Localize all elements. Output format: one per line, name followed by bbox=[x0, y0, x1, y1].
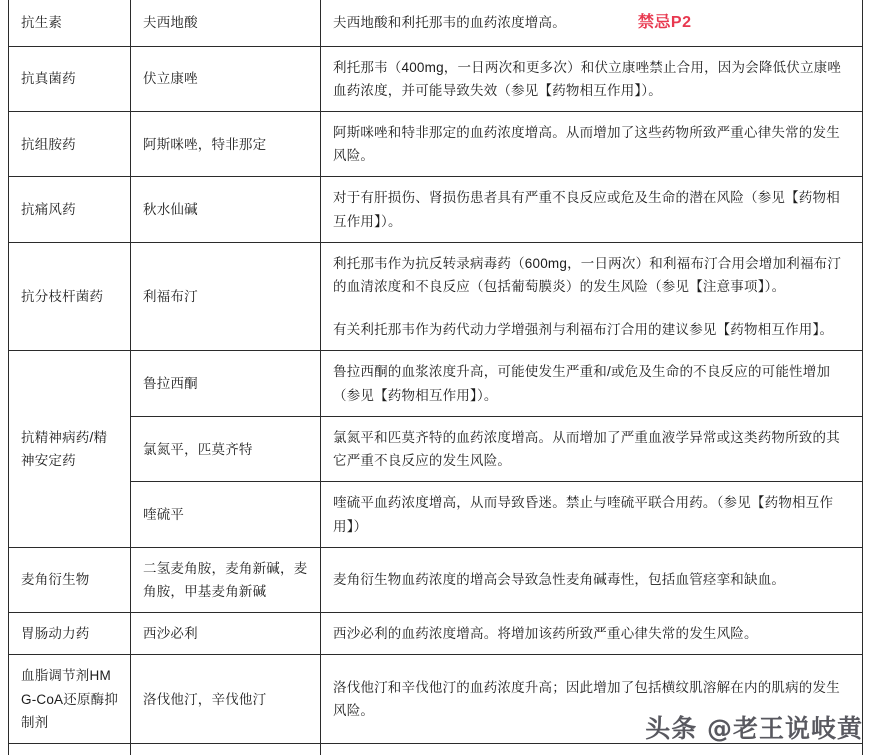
description-paragraph: 利托那韦作为抗反转录病毒药（600mg，一日两次）和利福布汀合用会增加利福布汀的血清浓度和不良反应（包括葡萄膜炎）的发生风险（参见【注意事项】）。 bbox=[333, 255, 842, 295]
description-text: 夫西地酸和利托那韦的血药浓度增高。 bbox=[333, 15, 566, 31]
drug-category-cell: 胃肠动力药 bbox=[9, 613, 131, 655]
interaction-description-cell bbox=[321, 111, 863, 176]
description-paragraph: 阿斯咪唑和特非那定的血药浓度增高。从而增加了这些药物所致严重心律失常的发生风险。 bbox=[333, 124, 840, 164]
description-paragraph: 利托那韦（400mg，一日两次和更多次）和伏立康唑禁止合用，因为会降低伏立康唑血药浓度，并可能导致失效（参见【药物相互作用】）。 bbox=[333, 59, 842, 98]
table-body bbox=[9, 0, 863, 755]
description-paragraph: 有关利托那韦作为药代动力学增强剂与利福布汀合用的建议参见【药物相互作用】。 bbox=[333, 322, 834, 338]
table-row bbox=[9, 613, 863, 655]
table-row bbox=[9, 111, 863, 176]
interaction-description-cell bbox=[321, 416, 863, 481]
table-cell-clipped bbox=[131, 744, 321, 755]
table-row bbox=[9, 655, 863, 744]
table-row bbox=[9, 351, 863, 416]
description-paragraph: 西沙必利的血药浓度增高。将增加该药所致严重心律失常的发生风险。 bbox=[333, 626, 758, 642]
drug-name-cell: 利福布汀 bbox=[131, 242, 321, 351]
table-row-clipped-bottom bbox=[9, 744, 863, 755]
drug-category-cell: 抗痛风药 bbox=[9, 177, 131, 242]
table-row bbox=[9, 0, 863, 46]
interaction-description-cell bbox=[321, 613, 863, 655]
drug-category-cell: 抗精神病药/精神安定药 bbox=[9, 351, 131, 547]
description-paragraph: 鲁拉西酮的血浆浓度升高，可能使发生严重和/或危及生命的不良反应的可能性增加（参见【药物相互作用】）。 bbox=[333, 364, 831, 403]
contraindication-badge: 禁忌P2 bbox=[637, 14, 692, 31]
drug-name-cell: 喹硫平 bbox=[131, 482, 321, 547]
drug-category-cell: 血脂调节剂HMG-CoA还原酶抑制剂 bbox=[9, 655, 131, 744]
description-paragraph: 洛伐他汀和辛伐他汀的血药浓度升高；因此增加了包括横纹肌溶解在内的肌病的发生风险。 bbox=[333, 680, 840, 719]
table-row bbox=[9, 242, 863, 351]
interaction-description-cell bbox=[321, 46, 863, 111]
description-paragraph: 对于有肝损伤、肾损伤患者具有严重不良反应或危及生命的潜在风险（参见【药物相互作用】）。 bbox=[333, 190, 840, 229]
description-paragraph: 氯氮平和匹莫齐特的血药浓度增高。从而增加了严重血液学异常或这类药物所致的其它严重不良反应的发生风险。 bbox=[333, 429, 840, 469]
table-cell-clipped bbox=[321, 744, 863, 755]
drug-category-cell: 抗真菌药 bbox=[9, 46, 131, 111]
table-row bbox=[9, 547, 863, 612]
table-row bbox=[9, 46, 863, 111]
drug-name-cell: 夫西地酸 bbox=[131, 0, 321, 46]
watermark-text: 头条 @老王说岐黄 bbox=[645, 714, 863, 743]
interaction-description-cell bbox=[321, 655, 863, 744]
drug-name-cell: 西沙必利 bbox=[131, 613, 321, 655]
drug-name-cell: 洛伐他汀，辛伐他汀 bbox=[131, 655, 321, 744]
drug-name-cell: 伏立康唑 bbox=[131, 46, 321, 111]
drug-name-cell: 鲁拉西酮 bbox=[131, 351, 321, 416]
description-paragraph: 麦角衍生物血药浓度的增高会导致急性麦角碱毒性，包括血管痉挛和缺血。 bbox=[333, 572, 786, 588]
drug-category-cell: 抗组胺药 bbox=[9, 111, 131, 176]
drug-category-cell: 抗生素 bbox=[9, 0, 131, 46]
drug-category-cell: 麦角衍生物 bbox=[9, 547, 131, 612]
drug-name-cell: 秋水仙碱 bbox=[131, 177, 321, 242]
interaction-description-cell bbox=[321, 242, 863, 351]
drug-name-cell: 二氢麦角胺，麦角新碱，麦角胺，甲基麦角新碱 bbox=[131, 547, 321, 612]
drug-interaction-table-wrapper bbox=[8, 0, 862, 755]
interaction-description-cell bbox=[321, 0, 863, 46]
table-row bbox=[9, 482, 863, 547]
interaction-description-cell bbox=[321, 351, 863, 416]
interaction-description-cell bbox=[321, 547, 863, 612]
drug-name-cell: 氯氮平，匹莫齐特 bbox=[131, 416, 321, 481]
table-row bbox=[9, 177, 863, 242]
table-cell-clipped bbox=[9, 744, 131, 755]
table-row bbox=[9, 416, 863, 481]
drug-name-cell: 阿斯咪唑，特非那定 bbox=[131, 111, 321, 176]
drug-category-cell: 抗分枝杆菌药 bbox=[9, 242, 131, 351]
description-paragraph: 喹硫平血药浓度增高，从而导致昏迷。禁止与喹硫平联合用药。（参见【药物相互作用】） bbox=[333, 495, 834, 534]
interaction-description-cell bbox=[321, 177, 863, 242]
drug-interaction-table bbox=[8, 0, 863, 755]
interaction-description-cell bbox=[321, 482, 863, 547]
description-with-warning bbox=[333, 9, 851, 37]
